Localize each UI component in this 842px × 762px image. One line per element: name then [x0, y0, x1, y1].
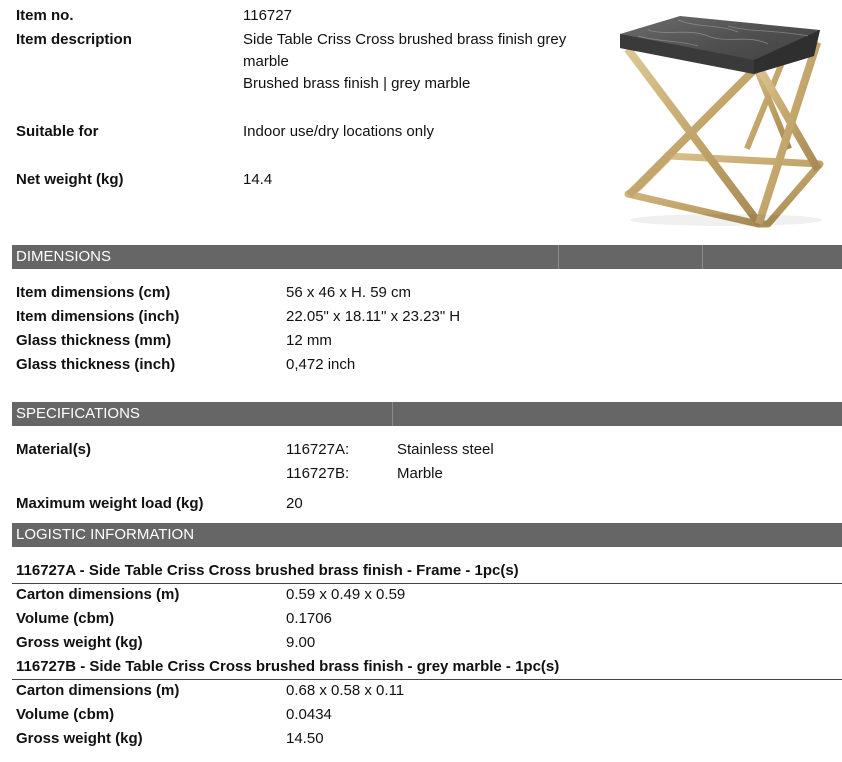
dimension-value: 22.05" x 18.11" x 23.23" H — [286, 308, 461, 325]
dimension-label: Item dimensions (inch) — [16, 308, 180, 325]
logistic-value: 0.68 x 0.58 x 0.11 — [286, 682, 405, 699]
logistic-label: Volume (cbm) — [16, 610, 115, 627]
material-code: 116727B: — [286, 465, 350, 482]
specifications-title: SPECIFICATIONS — [16, 405, 140, 422]
header-divider — [392, 402, 393, 426]
logistics-section-header — [12, 523, 842, 547]
logistic-label: Gross weight (kg) — [16, 634, 143, 651]
dimensions-title: DIMENSIONS — [16, 248, 112, 265]
logistic-label: Volume (cbm) — [16, 706, 115, 723]
net-weight-label: Net weight (kg) — [16, 171, 124, 188]
logistic-label: Gross weight (kg) — [16, 730, 143, 747]
dimension-value: 0,472 inch — [286, 356, 356, 373]
logistic-label: Carton dimensions (m) — [16, 586, 180, 603]
item-no-label: Item no. — [16, 7, 74, 24]
package-divider — [12, 679, 842, 680]
product-image — [608, 6, 834, 232]
dimension-value: 12 mm — [286, 332, 332, 349]
net-weight-value: 14.4 — [243, 171, 273, 188]
header-divider — [558, 245, 559, 269]
item-no-value: 116727 — [243, 7, 292, 24]
suitable-for-label: Suitable for — [16, 123, 99, 140]
header-divider — [702, 245, 703, 269]
package-title: 116727A - Side Table Criss Cross brushed brass finish - Frame - 1pc(s) — [16, 562, 519, 579]
suitable-for-value: Indoor use/dry locations only — [243, 123, 434, 140]
logistic-value: 0.0434 — [286, 706, 332, 723]
item-description-line2: marble — [243, 53, 289, 70]
dimension-label: Glass thickness (inch) — [16, 356, 176, 373]
logistic-label: Carton dimensions (m) — [16, 682, 180, 699]
logistic-value: 9.00 — [286, 634, 316, 651]
material-name: Stainless steel — [397, 441, 494, 458]
materials-label: Material(s) — [16, 441, 92, 458]
item-description-line3: Brushed brass finish | grey marble — [243, 75, 471, 92]
package-title: 116727B - Side Table Criss Cross brushed brass finish - grey marble - 1pc(s) — [16, 658, 560, 675]
max-load-label: Maximum weight load (kg) — [16, 495, 204, 512]
material-name: Marble — [397, 465, 443, 482]
logistic-value: 14.50 — [286, 730, 324, 747]
package-divider — [12, 583, 842, 584]
max-load-value: 20 — [286, 495, 303, 512]
logistic-value: 0.59 x 0.49 x 0.59 — [286, 586, 406, 603]
item-description-line1: Side Table Criss Cross brushed brass finish grey — [243, 31, 567, 48]
dimension-label: Item dimensions (cm) — [16, 284, 171, 301]
specifications-section-header — [12, 402, 842, 426]
logistics-title: LOGISTIC INFORMATION — [16, 526, 195, 543]
material-code: 116727A: — [286, 441, 350, 458]
logistic-value: 0.1706 — [286, 610, 332, 627]
dimensions-section-header — [12, 245, 842, 269]
item-description-label: Item description — [16, 31, 132, 48]
dimension-label: Glass thickness (mm) — [16, 332, 172, 349]
dimension-value: 56 x 46 x H. 59 cm — [286, 284, 412, 301]
